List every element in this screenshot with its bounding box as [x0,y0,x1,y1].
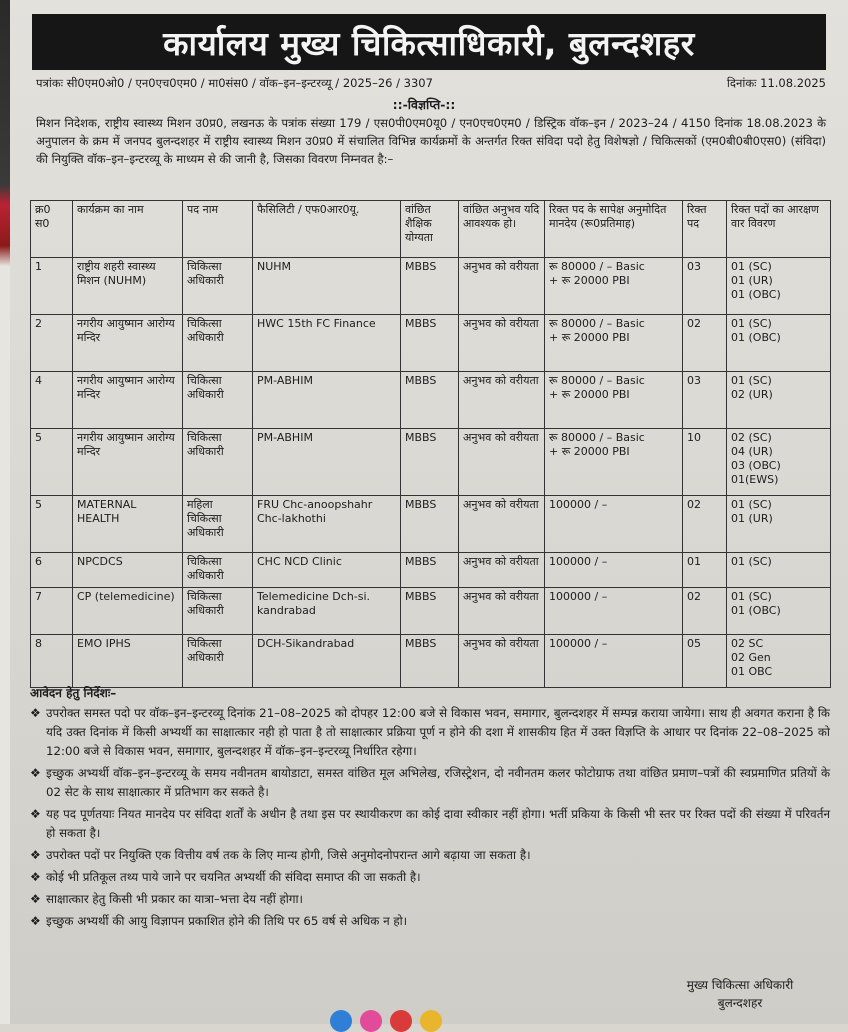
diamond-bullet-icon: ❖ [30,807,41,821]
cell-sno: 2 [31,315,73,372]
table-row [31,258,831,315]
cell-post: चिकित्सा अधिकारी [183,429,253,496]
cell-sno: 6 [31,553,73,588]
instructions-list [30,704,830,934]
cell-facility: DCH-Sikandrabad [253,635,401,688]
cell-reservation [727,429,831,496]
cell-vacancies: 02 [683,496,727,553]
instruction-text: साक्षात्कार हेतु किसी भी प्रकार का यात्रा–भत्ता देय नहीं होगा। [46,892,303,906]
cell-post: चिकित्सा अधिकारी [183,635,253,688]
registration-dot [390,1010,412,1032]
reservation-line: 04 (UR) [731,445,773,458]
pay-basic: रू 80000 / – Basic [549,317,645,330]
cell-post: चिकित्सा अधिकारी [183,553,253,588]
cell-honorarium [545,372,683,429]
pay-basic: रू 80000 / – Basic [549,260,645,273]
instruction-item [30,764,830,802]
cell-program: नगरीय आयुष्मान आरोग्य मन्दिर [73,429,183,496]
cell-experience: अनुभव को वरीयता [459,258,545,315]
cell-honorarium [545,496,683,553]
cell-post: चिकित्सा अधिकारी [183,258,253,315]
cell-vacancies: 02 [683,315,727,372]
cell-honorarium [545,553,683,588]
diamond-bullet-icon: ❖ [30,848,41,862]
reservation-line: 01 OBC [731,665,773,678]
registration-dot [360,1010,382,1032]
reservation-line: 02 (SC) [731,431,772,444]
reference-line [36,76,826,91]
cell-experience: अनुभव को वरीयता [459,553,545,588]
pay-fixed: 100000 / – [549,555,608,568]
table-row [31,372,831,429]
reservation-line: 01 (SC) [731,374,772,387]
cell-reservation [727,372,831,429]
instruction-item [30,890,830,909]
pay-pbi: + रू 20000 PBI [549,274,630,287]
diamond-bullet-icon: ❖ [30,892,41,906]
cell-reservation [727,588,831,635]
cell-facility: PM-ABHIM [253,429,401,496]
cell-reservation [727,635,831,688]
instruction-text: उपरोक्त पदों पर नियुक्ति एक वित्तीय वर्ष तक के लिए मान्य होगी, जिसे अनुमोदनोपरान्त आगे बढ़ाया जा सकता है। [46,848,531,862]
instructions-heading: आवेदन हेतु निर्देशः– [30,686,117,700]
color-registration-marks [330,1010,490,1024]
table-row [31,496,831,553]
cell-reservation [727,496,831,553]
col-header-facility: फैसिलिटी / एफ0आर0यू. [253,201,401,258]
instruction-text: उपरोक्त समस्त पदो पर वॉक–इन–इन्टरव्यू दिनांक 21–08–2025 को दोपहर 12:00 बजे से विकास भवन, समागार, बुलन्दशहर में सम्पन्न कराया जायेगा। साथ ही अवगत कराना है कि यदि उक्त दिनांक में किसी अभ्यर्थी का साक्षात्कार नही हो पाता है तो साक्षात्कार प्रक्रिया पूर्ण न होने की दशा में शासकीय हित में उक्त विज्ञप्ति के आधार पर दिनांक 22–08–2025 को 12:00 बजे से विकास भवन, समागार, बुलन्दशहर में वॉक–इन–इन्टरव्यू निर्धारित रहेगा। [46,706,830,758]
pay-pbi: + रू 20000 PBI [549,445,630,458]
instruction-text: कोई भी प्रतिकूल तथ्य पाये जाने पर चयनित अभ्यर्थी की संविदा समाप्त की जा सकती है। [46,870,421,884]
pay-basic: रू 80000 / – Basic [549,431,645,444]
signatory-place: बुलन्दशहर [717,996,763,1010]
cell-facility: FRU Chc-anoopshahr Chc-lakhothi [253,496,401,553]
cell-honorarium [545,429,683,496]
cell-qualification: MBBS [401,553,459,588]
cell-qualification: MBBS [401,496,459,553]
reservation-line: 01 (SC) [731,498,772,511]
cell-sno: 1 [31,258,73,315]
reservation-line: 01 (SC) [731,590,772,603]
cell-facility: HWC 15th FC Finance [253,315,401,372]
cell-facility: CHC NCD Clinic [253,553,401,588]
notice-title: ::-विज्ञप्ति-:: [392,97,456,112]
col-header-vacancies: रिक्त पद [683,201,727,258]
cell-facility: PM-ABHIM [253,372,401,429]
cell-vacancies: 02 [683,588,727,635]
cell-vacancies: 03 [683,258,727,315]
diamond-bullet-icon: ❖ [30,706,41,720]
col-header-program: कार्यक्रम का नाम [73,201,183,258]
cell-facility: NUHM [253,258,401,315]
cell-sno: 8 [31,635,73,688]
cell-qualification: MBBS [401,635,459,688]
cell-qualification: MBBS [401,588,459,635]
cell-qualification: MBBS [401,429,459,496]
reservation-line: 01 (SC) [731,260,772,273]
cell-sno: 5 [31,496,73,553]
registration-dot [420,1010,442,1032]
table-row [31,588,831,635]
instruction-item [30,805,830,843]
reservation-line: 01(EWS) [731,473,779,486]
reservation-line: 01 (OBC) [731,331,781,344]
diamond-bullet-icon: ❖ [30,914,41,928]
intro-paragraph: मिशन निदेशक, राष्ट्रीय स्वास्थ्य मिशन उ0प्र0, लखनऊ के पत्रांक संख्या 179 / एस0पी0एम0यू0 / एन0एच0एम0 / डिस्ट्रिक वॉक–इन / 2023–24 / 4150 दिनांक 18.08.2023 के अनुपालन के क्रम में जनपद बुलन्दशहर में राष्ट्रीय स्वास्थ्य मिशन उ0प्र0 में संचालित विभिन्न कार्यक्रमों के अन्तर्गत रिक्त संविदा पदो हेतु विशेषज्ञो / चिकित्सकों (एम0बी0बी0एस0) (संविदा) की नियुक्ति वॉक–इन–इन्टरव्यू के माध्यम से की जानी है, जिसका विवरण निम्नवत है:– [36,116,826,166]
table-row [31,635,831,688]
col-header-experience: वांछित अनुभव यदि आवश्यक हो। [459,201,545,258]
instruction-text: यह पद पूर्णतयाः नियत मानदेय पर संविदा शर्तों के अधीन है तथा इस पर स्थायीकरण का कोई दावा स्वीकार नहीं होगा। भर्ती प्रकिया के किसी भी स्तर पर रिक्त पदों की संख्या में परिवर्तन हो सकता है। [46,807,830,840]
reservation-line: 01 (SC) [731,317,772,330]
table-row [31,315,831,372]
diamond-bullet-icon: ❖ [30,766,41,780]
pay-fixed: 100000 / – [549,637,608,650]
pay-basic: रू 80000 / – Basic [549,374,645,387]
instruction-item [30,846,830,865]
reservation-line: 01 (UR) [731,274,773,287]
cell-sno: 7 [31,588,73,635]
col-header-post: पद नाम [183,201,253,258]
col-header-honorarium: रिक्त पद के सापेक्ष अनुमोदित मानदेय (रू0प्रतिमाह) [545,201,683,258]
cell-qualification: MBBS [401,315,459,372]
page-edge-strip [0,0,10,1024]
cell-program: नगरीय आयुष्मान आरोग्य मन्दिर [73,372,183,429]
instruction-text: इच्छुक अभ्यर्थी की आयु विज्ञापन प्रकाशित होने की तिथि पर 65 वर्ष से अधिक न हो। [46,914,408,928]
cell-experience: अनुभव को वरीयता [459,372,545,429]
cell-vacancies: 03 [683,372,727,429]
instruction-item [30,868,830,887]
cell-experience: अनुभव को वरीयता [459,635,545,688]
cell-post: महिला चिकित्सा अधिकारी [183,496,253,553]
cell-honorarium [545,635,683,688]
diamond-bullet-icon: ❖ [30,870,41,884]
cell-sno: 4 [31,372,73,429]
cell-reservation [727,315,831,372]
pay-fixed: 100000 / – [549,590,608,603]
cell-experience: अनुभव को वरीयता [459,315,545,372]
cell-honorarium [545,258,683,315]
reservation-line: 03 (OBC) [731,459,781,472]
cell-facility: Telemedicine Dch-si. kandrabad [253,588,401,635]
cell-honorarium [545,588,683,635]
cell-reservation [727,258,831,315]
cell-qualification: MBBS [401,258,459,315]
cell-vacancies: 10 [683,429,727,496]
col-header-qualification: वांछित शैक्षिक योग्यता [401,201,459,258]
table-row [31,553,831,588]
cell-program: EMO IPHS [73,635,183,688]
vacancy-table [30,200,831,688]
reservation-line: 01 (SC) [731,555,772,568]
registration-dot [330,1010,352,1032]
cell-experience: अनुभव को वरीयता [459,429,545,496]
instruction-item [30,704,830,761]
table-row [31,429,831,496]
signature-block [655,976,825,1012]
cell-program: NPCDCS [73,553,183,588]
cell-qualification: MBBS [401,372,459,429]
cell-honorarium [545,315,683,372]
table-header-row [31,201,831,258]
cell-program: राष्ट्रीय शहरी स्वास्थ्य मिशन (NUHM) [73,258,183,315]
reservation-line: 01 (OBC) [731,288,781,301]
signatory-designation: मुख्य चिकित्सा अधिकारी [686,978,794,992]
notice-date: दिनांकः 11.08.2025 [726,76,826,90]
pay-fixed: 100000 / – [549,498,608,511]
instruction-item [30,912,830,931]
col-header-reservation: रिक्त पदों का आरक्षण वार विवरण [727,201,831,258]
cell-sno: 5 [31,429,73,496]
pay-pbi: + रू 20000 PBI [549,331,630,344]
cell-post: चिकित्सा अधिकारी [183,372,253,429]
ref-number: पत्रांकः सी0एम0ओ0 / एन0एच0एम0 / मा0संस0 / वॉक–इन–इन्टरव्यू / 2025–26 / 3307 [36,76,433,90]
cell-post: चिकित्सा अधिकारी [183,315,253,372]
cell-experience: अनुभव को वरीयता [459,496,545,553]
pay-pbi: + रू 20000 PBI [549,388,630,401]
cell-vacancies: 01 [683,553,727,588]
instruction-text: इच्छुक अभ्यर्थी वॉक–इन–इन्टरव्यू के समय नवीनतम बायोडाटा, समस्त वांछित मूल अभिलेख, रजिस्ट्रेशन, दो नवीनतम कलर फोटोग्राफ तथा वांछित प्रमाण–पत्रों की स्वप्रमाणित प्रतियों के 02 सेट के साथ साक्षात्कार में प्रतिभाग कर सकते है। [46,766,830,799]
reservation-line: 02 (UR) [731,388,773,401]
reservation-line: 01 (UR) [731,512,773,525]
reservation-line: 01 (OBC) [731,604,781,617]
cell-reservation [727,553,831,588]
reservation-line: 02 Gen [731,651,771,664]
cell-program: MATERNAL HEALTH [73,496,183,553]
cell-program: नगरीय आयुष्मान आरोग्य मन्दिर [73,315,183,372]
reservation-line: 02 SC [731,637,764,650]
cell-program: CP (telemedicine) [73,588,183,635]
cell-vacancies: 05 [683,635,727,688]
cell-experience: अनुभव को वरीयता [459,588,545,635]
cell-post: चिकित्सा अधिकारी [183,588,253,635]
col-header-sno: क्र0 स0 [31,201,73,258]
office-masthead: कार्यालय मुख्य चिकित्साधिकारी, बुलन्दशहर [32,14,826,70]
